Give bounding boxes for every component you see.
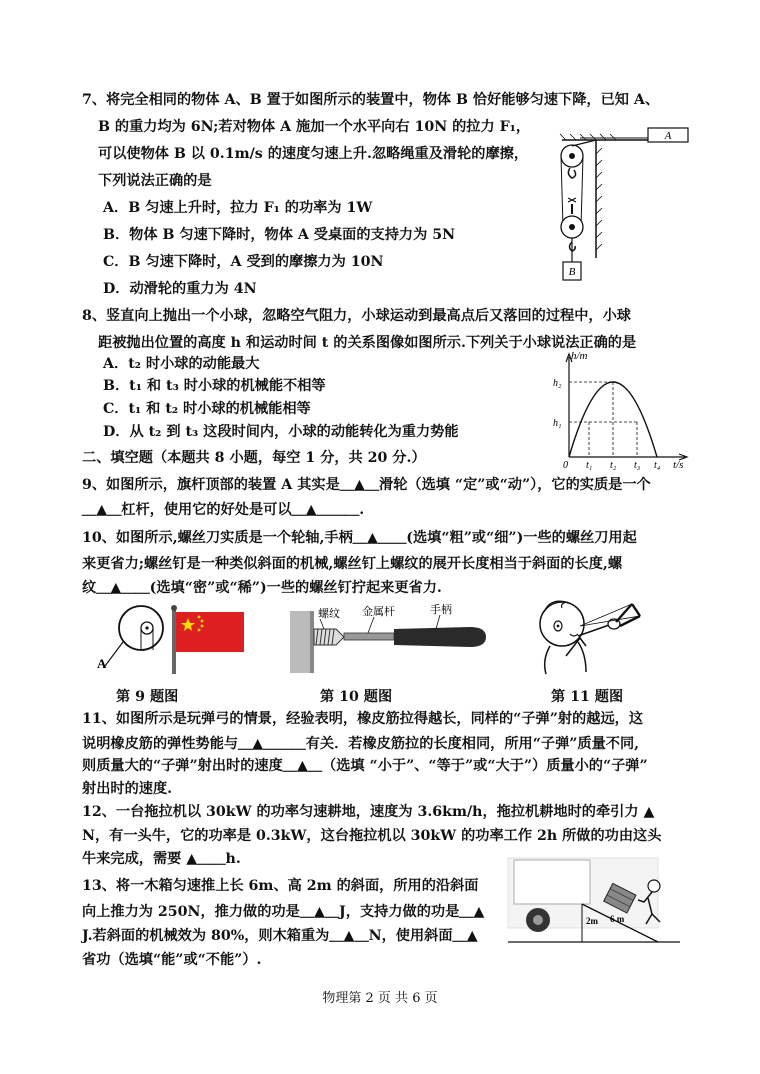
q11-line-3: 则质量大的“子弹”射出时的速度＿▲＿（选填 “小于”、“等于”或“大于”）质量小的“子弹” <box>82 758 648 774</box>
chart-x-tick: t₂ <box>610 460 617 471</box>
q13-line-4: 省功（选填“能”或“不能”）. <box>82 952 262 968</box>
caption-fig-9: 第 9 题图 <box>116 689 179 705</box>
q11-slingshot-figure <box>520 596 650 676</box>
q7-line-1: 7、将完全相同的物体 A、B 置于如图所示的装置中，物体 B 恰好能够匀速下降，已知 A、 <box>82 92 660 108</box>
q7-line-4: 下列说法正确的是 <box>98 173 212 189</box>
label-height: 2m <box>586 916 598 926</box>
chart-y-tick: h₁ <box>553 418 562 429</box>
q8-option-a: A．t₂ 时小球的动能最大 <box>103 356 260 372</box>
screwdriver-handle <box>394 627 486 647</box>
q11-line-4: 射出时的速度. <box>82 781 173 797</box>
caption-fig-11: 第 11 题图 <box>551 689 624 705</box>
q7-block-a-label: A <box>664 130 672 142</box>
q7-pulley-figure <box>530 130 700 290</box>
label-handle: 手柄 <box>430 604 452 616</box>
chart-x-tick: t₄ <box>654 460 661 471</box>
q9-line-1: 9、如图所示，旗杆顶部的装置 A 其实是＿▲＿滑轮（选填 “定”或“动”），它的实质是一个 <box>82 477 651 493</box>
q11-line-2: 说明橡皮筋的弹性势能与＿▲＿＿＿有关．若橡皮筋拉的长度相同，所用“子弹”质量不同, <box>82 736 640 752</box>
q9-label-a: A <box>97 656 107 671</box>
q10-screwdriver-figure <box>290 603 505 673</box>
caption-fig-10: 第 10 题图 <box>320 689 393 705</box>
q13-incline-figure <box>508 858 683 946</box>
chart-ylabel: h/m <box>571 350 588 362</box>
q7-block-b-label: B <box>568 266 576 278</box>
q11-line-1: 11、如图所示是玩弹弓的情景，经验表明，橡皮筋拉得越长，同样的“子弹”射的越远，这 <box>82 711 644 727</box>
chart-x-tick: t₁ <box>586 460 593 471</box>
section-2-heading: 二、填空题（本题共 8 小题，每空 1 分，共 20 分.） <box>82 450 426 466</box>
q7-line-2: B 的重力均为 6N;若对物体 A 施加一个水平向右 10N 的拉力 F₁， <box>98 119 531 135</box>
label-length: 6 m <box>610 914 625 924</box>
screwdriver-shaft <box>344 633 394 640</box>
q13-line-3: J.若斜面的机械效为 80%，则木箱重为＿▲＿N，使用斜面＿▲ <box>82 928 478 944</box>
q8-height-time-chart <box>545 345 695 470</box>
chart-x-tick: t₃ <box>634 460 641 471</box>
q8-option-d: D．从 t₂ 到 t₃ 这段时间内，小球的动能转化为重力势能 <box>103 424 459 440</box>
q7-option-b: B．物体 B 匀速下降时，物体 A 受桌面的支持力为 5N <box>103 227 456 243</box>
q10-line-2: 来更省力;螺丝钉是一种类似斜面的机械,螺丝钉上螺纹的展开长度相当于斜面的长度,螺 <box>82 556 623 572</box>
q10-line-1: 10、如图所示,螺丝刀实质是一个轮轴,手柄＿▲＿＿(选填“粗”或“细”)一些的螺丝刀用起 <box>82 530 637 546</box>
q12-line-2: N，有一头牛，它的功率是 0.3kW，这台拖拉机以 30kW 的功率工作 2h 所做的功由这头 <box>82 828 662 844</box>
q9-line-2: ＿▲＿杠杆，使用它的好处是可以＿▲＿＿＿. <box>82 502 365 518</box>
q7-line-3: 可以使物体 B 以 0.1m/s 的速度匀速上升.忽略绳重及滑轮的摩擦， <box>98 146 529 162</box>
q8-option-c: C．t₁ 和 t₂ 时小球的机械能相等 <box>103 401 311 417</box>
chart-x-tick: 0 <box>563 460 568 471</box>
label-shaft: 金属杆 <box>362 606 395 618</box>
q13-line-2: 向上推力为 250N，推力做的功是＿▲＿J，支持力做的功是＿▲ <box>82 904 485 920</box>
q12-line-1: 12、一台拖拉机以 30kW 的功率匀速耕地，速度为 3.6km/h，拖拉机耕地时的牵引力 ▲ <box>82 804 655 820</box>
q7-option-d: D．动滑轮的重力为 4N <box>103 281 257 297</box>
page-footer: 物理第 2 页 共 6 页 <box>322 991 438 1006</box>
q7-option-c: C．B 匀速下降时，A 受到的摩擦力为 10N <box>103 254 384 270</box>
label-thread: 螺纹 <box>318 608 340 620</box>
q12-line-3: 牛来完成，需要 ▲＿＿h. <box>82 851 241 867</box>
flag <box>176 612 244 652</box>
q8-line-1: 8、竖直向上抛出一个小球，忽略空气阻力，小球运动到最高点后又落回的过程中，小球 <box>82 308 631 324</box>
q8-line-2: 距被抛出位置的高度 h 和运动时间 t 的关系图像如图所示.下列关于小球说法正确的是 <box>98 335 637 351</box>
q13-line-1: 13、将一木箱匀速推上长 6m、高 2m 的斜面，所用的沿斜面 <box>82 878 479 894</box>
q10-line-3: 纹＿▲＿＿(选填“密”或“稀”)一些的螺丝钉拧起来更省力. <box>82 580 442 596</box>
chart-y-tick: h₂ <box>553 378 562 389</box>
worker-head <box>648 880 660 892</box>
q8-option-b: B．t₁ 和 t₃ 时小球的机械能不相等 <box>103 378 326 394</box>
q7-option-a: A．B 匀速上升时，拉力 F₁ 的功率为 1W <box>103 200 373 216</box>
chart-xlabel: t/s <box>673 459 684 471</box>
q9-flag-figure <box>95 602 250 674</box>
